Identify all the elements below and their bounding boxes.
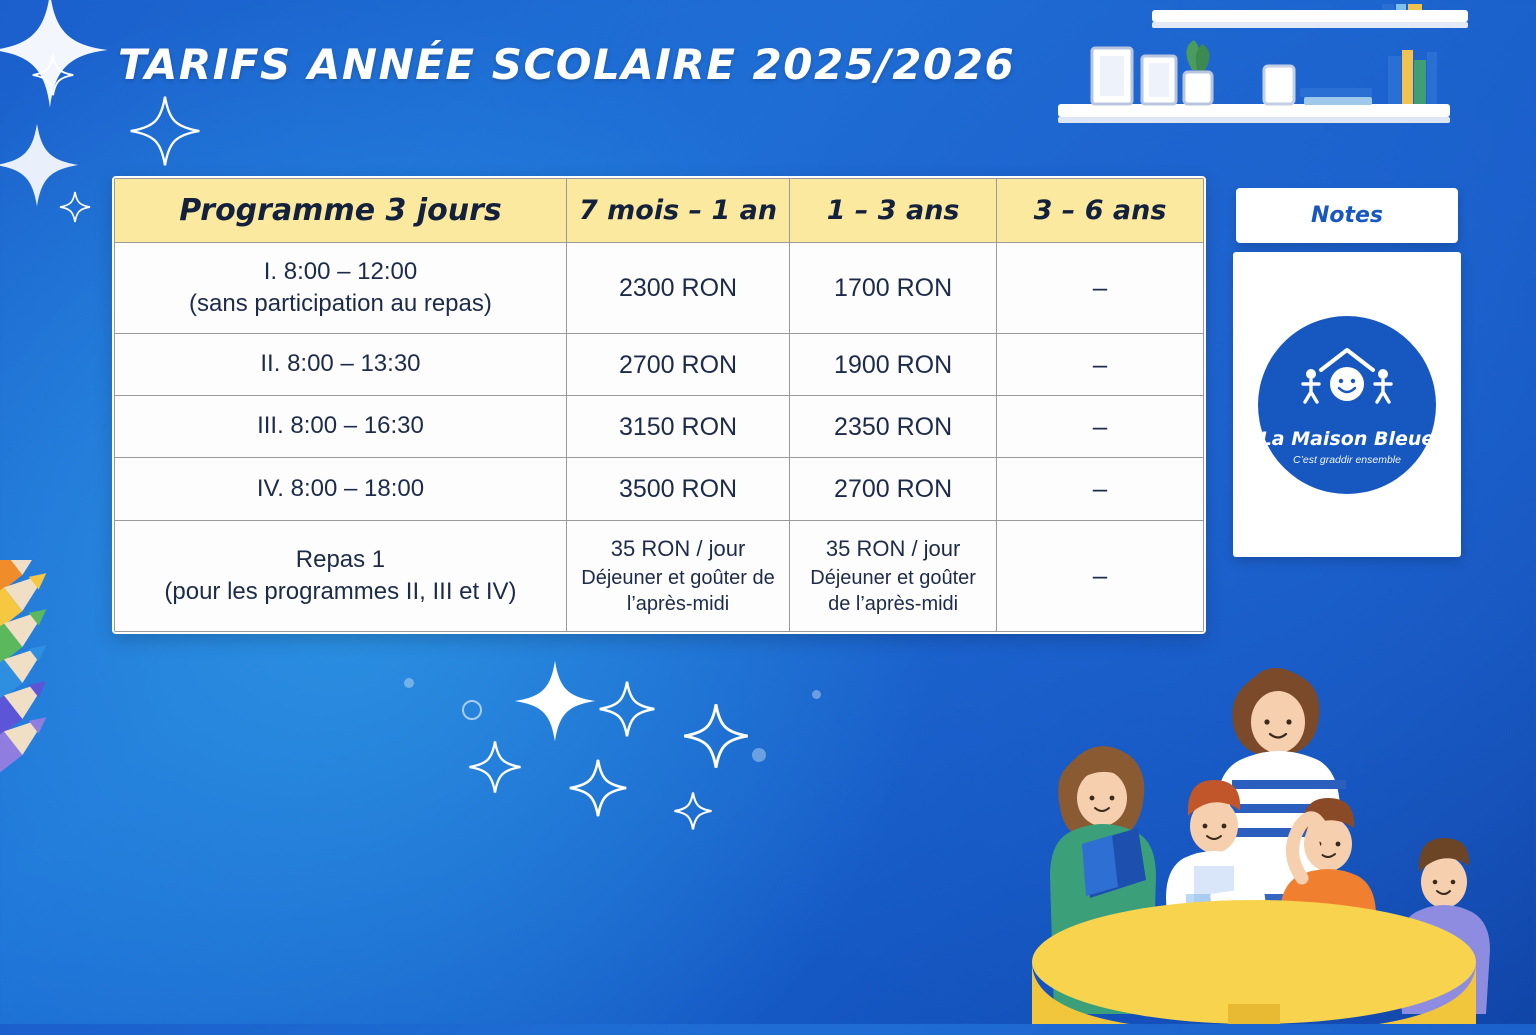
cell-meal-price bbox=[566, 520, 789, 632]
cell-price: – bbox=[997, 243, 1204, 334]
table-row bbox=[115, 333, 1204, 395]
cell-price: – bbox=[997, 520, 1204, 632]
sparkle-star-icon bbox=[0, 0, 110, 110]
table-row bbox=[115, 243, 1204, 334]
sparkle-star-icon bbox=[0, 120, 82, 210]
sparkle-star-outline-icon bbox=[672, 790, 714, 832]
column-header-1-3ans: 1 – 3 ans bbox=[790, 179, 997, 243]
row-label-programme-3: III. 8:00 – 16:30 bbox=[115, 396, 567, 458]
notes-panel bbox=[1233, 252, 1461, 557]
logo-badge bbox=[1258, 316, 1436, 494]
row-label-line2: (pour les programmes II, III et IV) bbox=[164, 577, 517, 605]
sparkle-star-outline-icon bbox=[466, 738, 524, 796]
row-label-line1: I. 8:00 – 12:00 bbox=[263, 258, 418, 285]
bubble-icon bbox=[462, 700, 482, 720]
cell-price: 2700 RON bbox=[566, 333, 789, 395]
meal-price-value: 35 RON / jour bbox=[825, 535, 961, 561]
cell-price: 1700 RON bbox=[790, 243, 997, 334]
column-header-programme: Programme 3 jours bbox=[115, 179, 567, 243]
meal-price-value: 35 RON / jour bbox=[610, 535, 746, 561]
bubble-icon bbox=[812, 690, 821, 699]
sparkle-star-outline-icon bbox=[30, 52, 76, 98]
logo-name: La Maison Bleue bbox=[1259, 427, 1435, 450]
table-row bbox=[115, 396, 1204, 458]
sparkle-star-outline-icon bbox=[58, 190, 92, 224]
bubble-icon bbox=[752, 748, 766, 762]
cell-price: 3150 RON bbox=[566, 396, 789, 458]
logo-tagline: C’est graddir ensemble bbox=[1293, 453, 1401, 466]
sparkle-star-icon bbox=[512, 658, 598, 744]
children-at-table-icon bbox=[1016, 594, 1536, 1024]
row-label-programme-1 bbox=[115, 243, 567, 334]
table-row bbox=[115, 458, 1204, 520]
notes-heading-box bbox=[1236, 188, 1458, 243]
column-header-3-6ans: 3 – 6 ans bbox=[997, 179, 1204, 243]
maison-bleue-logo-icon bbox=[1287, 342, 1407, 413]
table-header-row bbox=[115, 179, 1204, 243]
cell-price: – bbox=[997, 458, 1204, 520]
column-header-7mois-1an: 7 mois – 1 an bbox=[566, 179, 789, 243]
page-title: TARIFS ANNÉE SCOLAIRE 2025/2026 bbox=[118, 40, 1016, 89]
cell-price: – bbox=[997, 396, 1204, 458]
rainbow-pencils-icon bbox=[0, 560, 410, 1030]
row-label-line1: Repas 1 bbox=[295, 546, 386, 574]
sparkle-star-outline-icon bbox=[566, 756, 630, 820]
cell-price: 2350 RON bbox=[790, 396, 997, 458]
bookshelf-icon bbox=[1052, 4, 1472, 134]
sparkle-star-outline-icon bbox=[596, 678, 658, 740]
row-label-programme-2: II. 8:00 – 13:30 bbox=[115, 333, 567, 395]
cell-price: – bbox=[997, 333, 1204, 395]
row-label-programme-4: IV. 8:00 – 18:00 bbox=[115, 458, 567, 520]
cell-price: 2700 RON bbox=[790, 458, 997, 520]
notes-heading-label: Notes bbox=[1310, 203, 1384, 228]
row-label-line2: (sans participation au repas) bbox=[189, 289, 492, 317]
meal-price-detail: Déjeuner et goûter de l’après-midi bbox=[581, 567, 775, 616]
cell-price: 1900 RON bbox=[790, 333, 997, 395]
cell-price: 2300 RON bbox=[566, 243, 789, 334]
cell-price: 3500 RON bbox=[566, 458, 789, 520]
sparkle-star-outline-icon bbox=[126, 92, 204, 170]
sparkle-star-outline-icon bbox=[680, 700, 752, 772]
meal-price-detail: Déjeuner et goûter de l’après-midi bbox=[810, 567, 976, 616]
cell-meal-price bbox=[790, 520, 997, 632]
